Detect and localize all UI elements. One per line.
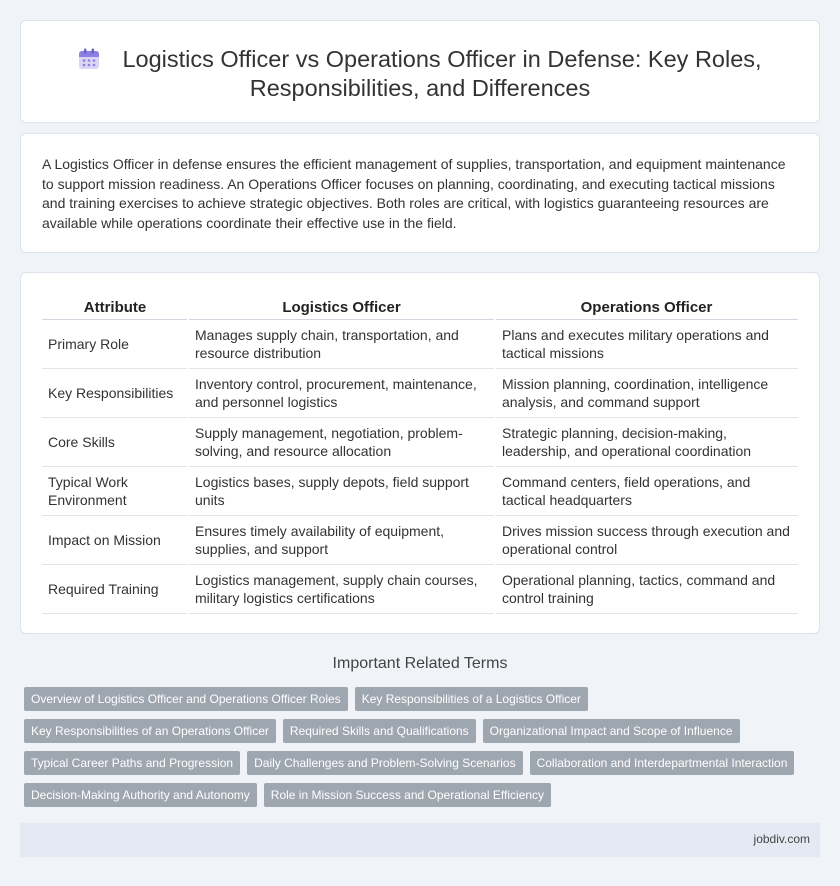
row-logistics: Inventory control, procurement, maintenance, and personnel logistics bbox=[188, 368, 495, 417]
related-tag[interactable]: Daily Challenges and Problem-Solving Scenarios bbox=[247, 751, 522, 775]
calendar-icon bbox=[78, 48, 100, 70]
related-tag[interactable]: Required Skills and Qualifications bbox=[283, 719, 476, 743]
row-attribute: Key Responsibilities bbox=[42, 368, 188, 417]
row-logistics: Logistics management, supply chain courses, military logistics certifications bbox=[188, 564, 495, 613]
row-operations: Operational planning, tactics, command and control training bbox=[495, 564, 798, 613]
comparison-card bbox=[20, 272, 820, 634]
footer-site-link[interactable]: jobdiv.com bbox=[753, 832, 810, 846]
row-logistics: Ensures timely availability of equipment, supplies, and support bbox=[188, 515, 495, 564]
related-tag[interactable]: Key Responsibilities of a Logistics Officer bbox=[355, 687, 588, 711]
row-operations: Mission planning, coordination, intelligence analysis, and command support bbox=[495, 368, 798, 417]
related-tag[interactable]: Typical Career Paths and Progression bbox=[24, 751, 240, 775]
related-tags-row bbox=[24, 687, 588, 711]
row-operations: Strategic planning, decision-making, leadership, and operational coordination bbox=[495, 417, 798, 466]
header-attribute: Attribute bbox=[42, 297, 188, 319]
row-attribute: Typical Work Environment bbox=[42, 466, 188, 515]
related-tags-row bbox=[24, 751, 794, 775]
title-line-1: Logistics Officer vs Operations Officer in Defense: Key Roles, bbox=[122, 46, 762, 72]
row-operations: Drives mission success through execution and operational control bbox=[495, 515, 798, 564]
header-operations-officer: Operations Officer bbox=[495, 297, 798, 319]
table-row bbox=[42, 515, 798, 564]
row-attribute: Required Training bbox=[42, 564, 188, 613]
footer bbox=[20, 823, 820, 857]
table-row bbox=[42, 564, 798, 613]
table-row bbox=[42, 417, 798, 466]
related-tags-row bbox=[24, 783, 551, 807]
header-logistics-officer: Logistics Officer bbox=[188, 297, 495, 319]
row-logistics: Logistics bases, supply depots, field support units bbox=[188, 466, 495, 515]
related-tag[interactable]: Decision-Making Authority and Autonomy bbox=[24, 783, 257, 807]
table-row bbox=[42, 368, 798, 417]
row-attribute: Primary Role bbox=[42, 319, 188, 368]
row-operations: Plans and executes military operations and tactical missions bbox=[495, 319, 798, 368]
related-terms-heading: Important Related Terms bbox=[332, 655, 508, 672]
row-logistics: Supply management, negotiation, problem-solving, and resource allocation bbox=[188, 417, 495, 466]
title-card bbox=[20, 20, 820, 123]
row-attribute: Core Skills bbox=[42, 417, 188, 466]
row-operations: Command centers, field operations, and tactical headquarters bbox=[495, 466, 798, 515]
related-tag[interactable]: Collaboration and Interdepartmental Interaction bbox=[530, 751, 795, 775]
intro-paragraph: A Logistics Officer in defense ensures the efficient management of supplies, transportation, and equipment maintenance to support mission readiness. An Operations Officer focuses on planning, coordinating, and executing tactical missions and training exercises to achieve strategic objectives. Both roles are critical, with logistics guaranteeing resources are available while operations coordinate their effective use in the field. bbox=[42, 156, 786, 231]
related-tags-row bbox=[24, 719, 740, 743]
related-tag[interactable]: Overview of Logistics Officer and Operations Officer Roles bbox=[24, 687, 348, 711]
row-attribute: Impact on Mission bbox=[42, 515, 188, 564]
related-tag[interactable]: Role in Mission Success and Operational Efficiency bbox=[264, 783, 551, 807]
related-tag[interactable]: Organizational Impact and Scope of Influence bbox=[483, 719, 740, 743]
related-tag[interactable]: Key Responsibilities of an Operations Officer bbox=[24, 719, 276, 743]
row-logistics: Manages supply chain, transportation, and resource distribution bbox=[188, 319, 495, 368]
intro-card bbox=[20, 133, 820, 253]
table-row bbox=[42, 466, 798, 515]
table-row bbox=[42, 319, 798, 368]
page-title bbox=[21, 45, 819, 103]
comparison-table bbox=[42, 297, 798, 614]
table-header-row bbox=[42, 297, 798, 319]
title-line-2: Responsibilities, and Differences bbox=[249, 75, 591, 101]
